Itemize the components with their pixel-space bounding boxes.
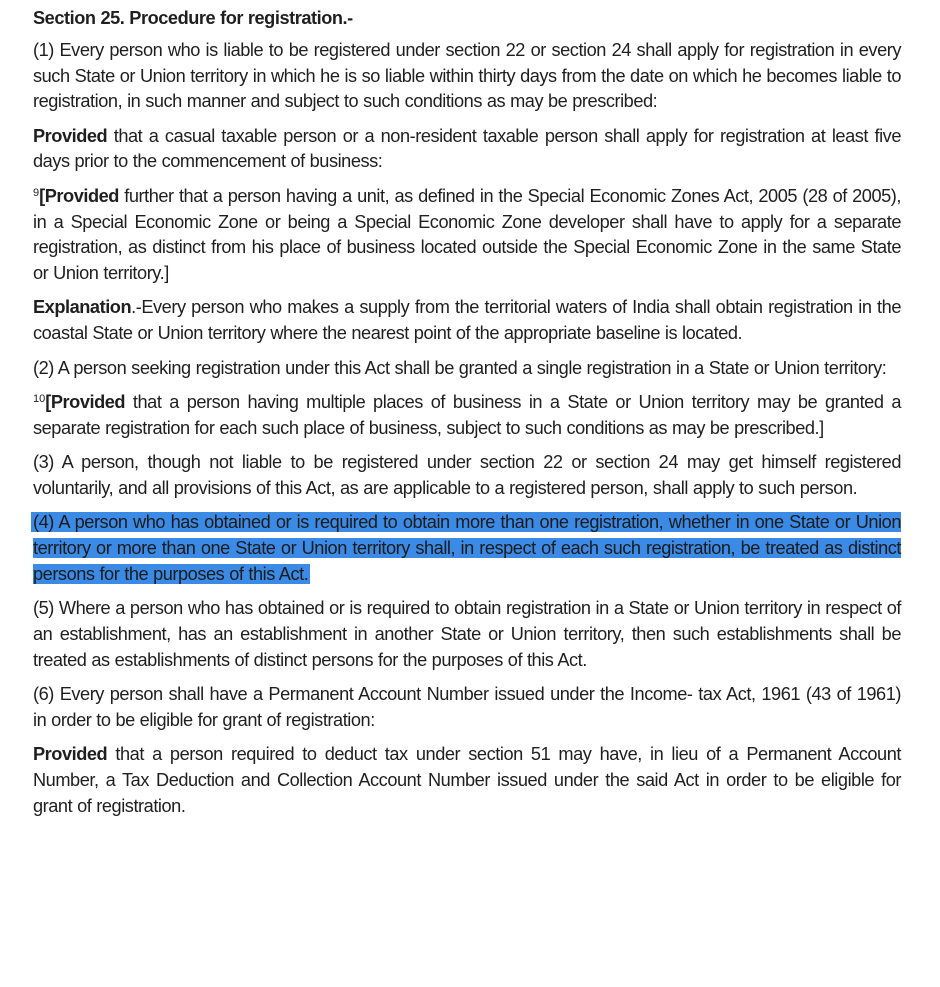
paragraph-sub-3[interactable] (33, 450, 901, 502)
footnote-marker[interactable]: 9 (33, 186, 40, 199)
paragraph-text: .-Every person who makes a supply from the territorial waters of India shall obtain registration in the coastal State or Union territory where the nearest point of the appropriate baseline is located. (33, 297, 901, 344)
proviso-lead: Provided (33, 743, 108, 764)
paragraph-explanation[interactable] (33, 295, 901, 347)
paragraph-proviso-1[interactable] (33, 124, 901, 176)
section-heading: Section 25. Procedure for registration.- (33, 8, 353, 28)
paragraph-text: that a person having multiple places of business in a State or Union territory may be granted a separate registration for each such place of business, subject to such conditions as may be prescribed.] (33, 391, 901, 438)
paragraph-text: that a casual taxable person or a non-resident taxable person shall apply for registration at least five days prior to the commencement of business: (33, 125, 901, 172)
explanation-lead: Explanation (33, 297, 132, 318)
paragraph-sub-5[interactable] (33, 596, 901, 673)
document-body (33, 6, 901, 828)
text-selection-highlight[interactable]: (4) A person who has obtained or is required to obtain more than one registration, whether in one State or Union territory or more than one State or Union territory shall, in respect of each such registration, be treated as distinct persons for the purposes of this Act. (33, 512, 901, 584)
paragraph-text: (5) Where a person who has obtained or is required to obtain registration in a State or Union territory in respect of an establishment, has an establishment in another State or Union territory, then such establishments shall be treated as establishments of distinct persons for the purposes of this Act. (33, 597, 901, 670)
proviso-lead: [Provided (39, 185, 119, 206)
paragraph-text: (2) A person seeking registration under this Act shall be granted a single registration in a State or Union territory: (33, 357, 887, 378)
paragraph-proviso-3[interactable] (33, 390, 901, 442)
paragraph-proviso-4[interactable] (33, 742, 901, 819)
paragraph-text: further that a person having a unit, as defined in the Special Economic Zones Act, 2005 (28 of 2005), in a Special Economic Zone or being a Special Economic Zone developer shall have to apply for a separate registration, as distinct from his place of business located outside the Special Economic Zone in the same State or Union territory.] (33, 185, 901, 284)
paragraph-text: (6) Every person shall have a Permanent Account Number issued under the Income- tax Act, 1961 (43 of 1961) in order to be eligible for grant of registration: (33, 683, 901, 730)
proviso-lead: Provided (33, 125, 108, 146)
proviso-lead: [Provided (45, 391, 126, 412)
paragraph-sub-1[interactable] (33, 38, 901, 115)
paragraph-text: (1) Every person who is liable to be registered under section 22 or section 24 shall apply for registration in every such State or Union territory in which he is so liable within thirty days from the date on which he becomes liable to registration, in such manner and subject to such conditions as may be prescribed: (33, 39, 901, 112)
paragraph-text: (3) A person, though not liable to be registered under section 22 or section 24 may get himself registered voluntarily, and all provisions of this Act, as are applicable to a registered person, shall apply to such person. (33, 451, 901, 498)
footnote-marker[interactable]: 10 (33, 392, 46, 405)
paragraph-proviso-2[interactable] (33, 184, 901, 287)
paragraph-sub-2[interactable] (33, 356, 901, 382)
paragraph-text: that a person required to deduct tax under section 51 may have, in lieu of a Permanent Account Number, a Tax Deduction and Collection Account Number issued under the said Act in order to be eligible for grant of registration. (33, 743, 901, 816)
paragraph-sub-4-selected[interactable] (33, 510, 901, 587)
paragraph-sub-6[interactable] (33, 682, 901, 734)
